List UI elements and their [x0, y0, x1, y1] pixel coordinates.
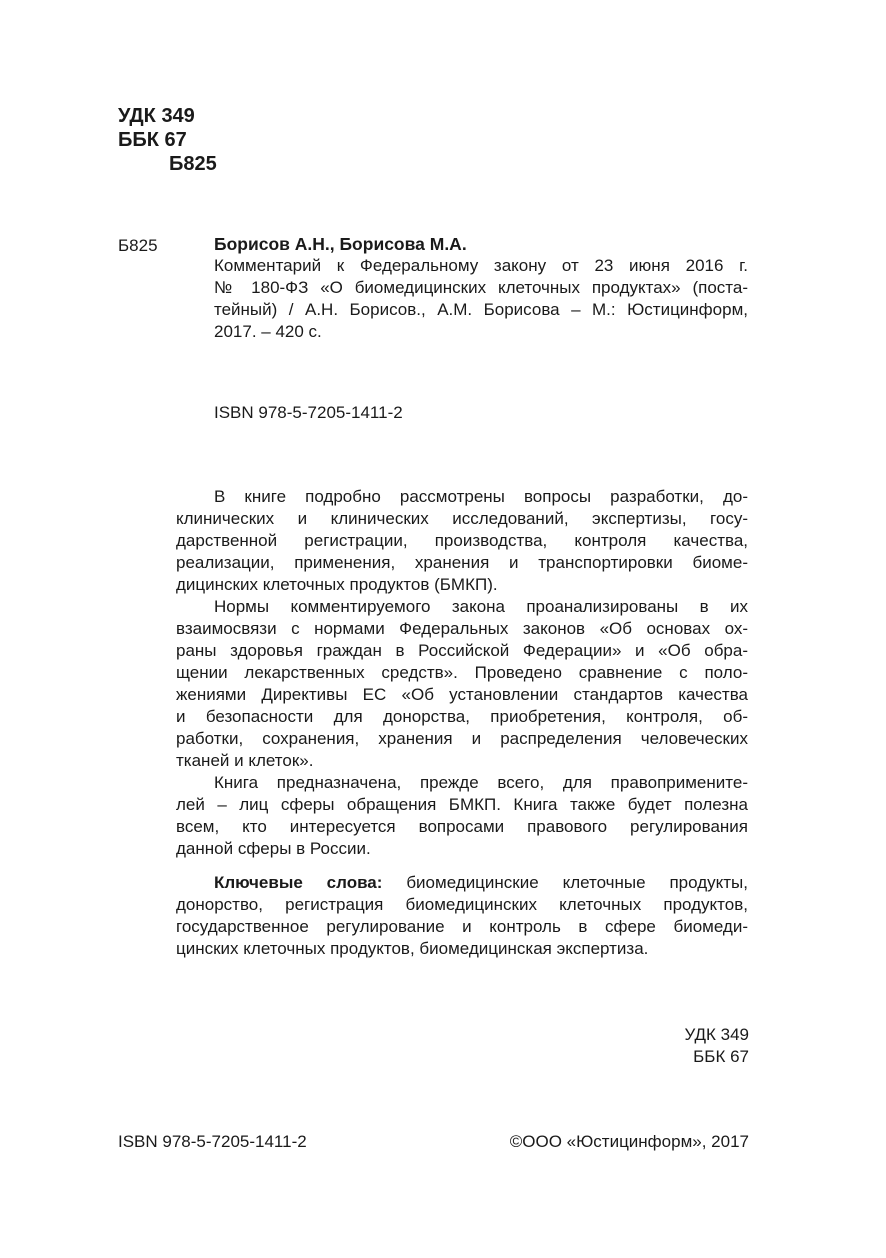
abstract-paragraph-1	[176, 486, 748, 596]
abstract-line: Нормы комментируемого закона проанализированы в их	[214, 597, 748, 616]
footer-bbk-code: ББК 67	[693, 1047, 749, 1066]
abstract-line: тканей и клеток».	[176, 751, 314, 770]
abstract-line: Книга предназначена, прежде всего, для правопримените-	[214, 773, 748, 792]
keywords-paragraph	[176, 872, 748, 960]
keywords-line: цинских клеточных продуктов, биомедицинская экспертиза.	[176, 939, 649, 958]
abstract-paragraph-3	[176, 772, 748, 860]
abstract-line: щении лекарственных средств». Проведено сравнение с поло-	[176, 663, 748, 682]
authors: Борисов А.Н., Борисова М.А.	[214, 234, 467, 254]
keywords-first-line	[176, 872, 748, 894]
bbk-code: ББК 67	[118, 129, 187, 151]
abstract	[176, 486, 748, 960]
abstract-paragraph-2	[176, 596, 748, 772]
card-author-mark: Б825	[118, 236, 158, 255]
author-mark: Б825	[169, 153, 217, 175]
isbn: ISBN 978-5-7205-1411-2	[214, 403, 403, 422]
bib-line: Комментарий к Федеральному закону от 23 июня 2016 г.	[214, 256, 748, 275]
abstract-line: раны здоровья граждан в Российской Федерации» и «Об обра-	[176, 641, 748, 660]
copyright: ©ООО «Юстицинформ», 2017	[509, 1132, 749, 1151]
abstract-line: работки, сохранения, хранения и распределения человеческих	[176, 729, 748, 748]
abstract-line: всем, кто интересуется вопросами правового регулирования	[176, 817, 748, 836]
abstract-line: дицинских клеточных продуктов (БМКП).	[176, 575, 498, 594]
classification-codes	[118, 104, 217, 176]
abstract-line: жениями Директивы ЕС «Об установлении стандартов качества	[176, 685, 748, 704]
udk-code: УДК 349	[118, 105, 195, 127]
bibliographic-description	[214, 233, 748, 343]
abstract-line: данной сферы в России.	[176, 839, 371, 858]
keywords-text: биомедицинские клеточные продукты,	[382, 873, 748, 892]
abstract-line: дарственной регистрации, производства, контроля качества,	[176, 531, 748, 550]
keywords-label: Ключевые слова:	[214, 873, 383, 892]
abstract-line: реализации, применения, хранения и транспортировки биоме-	[176, 553, 748, 572]
abstract-line: лей – лиц сферы обращения БМКП. Книга также будет полезна	[176, 795, 748, 814]
bib-line: 2017. – 420 с.	[214, 322, 322, 341]
footer-isbn: ISBN 978-5-7205-1411-2	[118, 1132, 307, 1151]
abstract-line: клинических и клинических исследований, экспертизы, госу-	[176, 509, 748, 528]
bib-line: № 180-ФЗ «О биомедицинских клеточных продуктах» (поста-	[214, 278, 748, 297]
abstract-line: В книге подробно рассмотрены вопросы разработки, до-	[214, 487, 748, 506]
abstract-line: и безопасности для донорства, приобретения, контроля, об-	[176, 707, 748, 726]
footer-classification-codes	[684, 1024, 749, 1068]
keywords-line: государственное регулирование и контроль в сфере биомеди-	[176, 917, 748, 936]
keywords-line: донорство, регистрация биомедицинских клеточных продуктов,	[176, 895, 748, 914]
abstract-line: взаимосвязи с нормами Федеральных законов «Об основах ох-	[176, 619, 748, 638]
bib-line: тейный) / А.Н. Борисов., А.М. Борисова – М.: Юстицинформ,	[214, 300, 748, 319]
footer-udk-code: УДК 349	[684, 1025, 749, 1044]
